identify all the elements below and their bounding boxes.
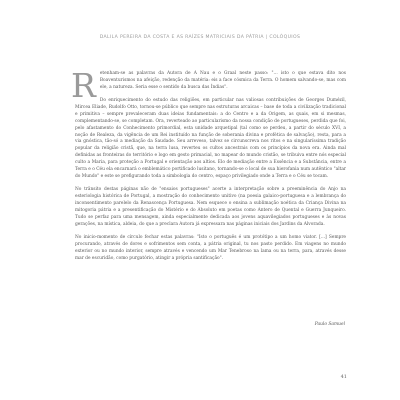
running-header: DALILA PEREIRA DA COSTA E AS RAÍZES MATRICIAIS DA PÁTRIA | COLÓQUIOS — [99, 35, 301, 40]
author-signature: Paulo Samuel — [314, 322, 345, 327]
paragraph-4: No inicio-momento de círculo fechar estas palavras: "Isto o português é um protótipo a um homo viator. [...] Sempre procurando, através de dores e sofrimentos sem conta, a pátria original, tu nos pasto perdido. Em viagens no mundo exterior ou no mundo interior, sempre através e vencendo um Mar Tenebroso na lama ou na terra, para, através desse mar de escuridão, como purgatório, atingir a própria santificação". — [75, 235, 346, 261]
body-text — [69, 66, 346, 269]
paragraph-2: Do enriquecimento do estudo das religiões, em particular nas valiosas contribuições de Georges Dumézil, Mircea Eliade, Rudolfo Otto, tornou-se público que sempre nas estruturas arcaicas – base de toda a civilização tradicional e primitiva – sempre prevaleceram duas ideias fundamentais: a do Centro e a da Origem, as quais, em si mesmas, complementando-se, se completam. Ora, reverteado ao particularismo da nossa condição de portugueses, perdida que foi, pelo afastamento do Conhecimento primordial, esta unidade arquetipal (tal como se perdeu, a partir do século XVI, a noção de Realeza, da vigência de um Rei instituído na função de soberania divina e profética de salvação), resta, para a via gnóstica, tão-só a mediação da Saudade. Seu arreveso, talvez se circunscreva nos ritos e na singularíssima tradição popular da religião cristã, que, na terra lusa, reverteu os cultos ancestrais com os princípios da nova era. Ainda mal definidas as fronteiras do território e logo em gesto primacial, no mapear do mundo cristão, se tribuiva entre nós especial culto a Maria, para proteção a Portugal e orientação aos altíos. Elo de mediação entre a Essência e a Substância, entre a Terra e o Céu ela encarnará o emblemático portificado lusitano, tornando-se o local de sua hierofania num autêntico "altar do Mundo" e este se prefigurando toda a simbologia do centro, espaço privilegiado onde a Terra e o Céu se tocam. — [75, 98, 346, 179]
paragraph-1-text: etenham-se as palavras da Autora de A Nau e o Graal neste passo: "... isto o que estava dito nos Boaventurismos na afeição, redenção da matéria: eis a face cósmica da Terra. O homem salvando-se, mas com ele, a natureza. Seria esse o sentido da busca das Índias". — [99, 71, 346, 90]
drop-cap: R — [71, 66, 96, 105]
page-number: 41 — [340, 374, 347, 380]
paragraph-3: No trânsito destas páginas não de "ensaios portugueses" acerte a interpretação sobre a preeminência do Anjo na esteriologia histórica de Portugal, a mostração do conhecimento unitivo (na poesia galaico-portuguesa e a lembrança do inconsentimento parelelo da Renascença Portuguesa. Nem esquece o ensina a sublimação noética da Criança Divina na mitogoria pátria e a presentificação do Mistério e do Absoluto em poetas como Antero de Quental e Guerra Junqueiro. Tudo se perfaz para uma mensagem, ainda especialmente dedicada aos jovens aquavilegiados portugueses e às novas gerações, na mística, aldeia, do que a preclara Autora já expressara nas páginas iniciais dos Jardins da Alvorada. — [75, 187, 346, 227]
paragraph-1 — [69, 66, 346, 105]
